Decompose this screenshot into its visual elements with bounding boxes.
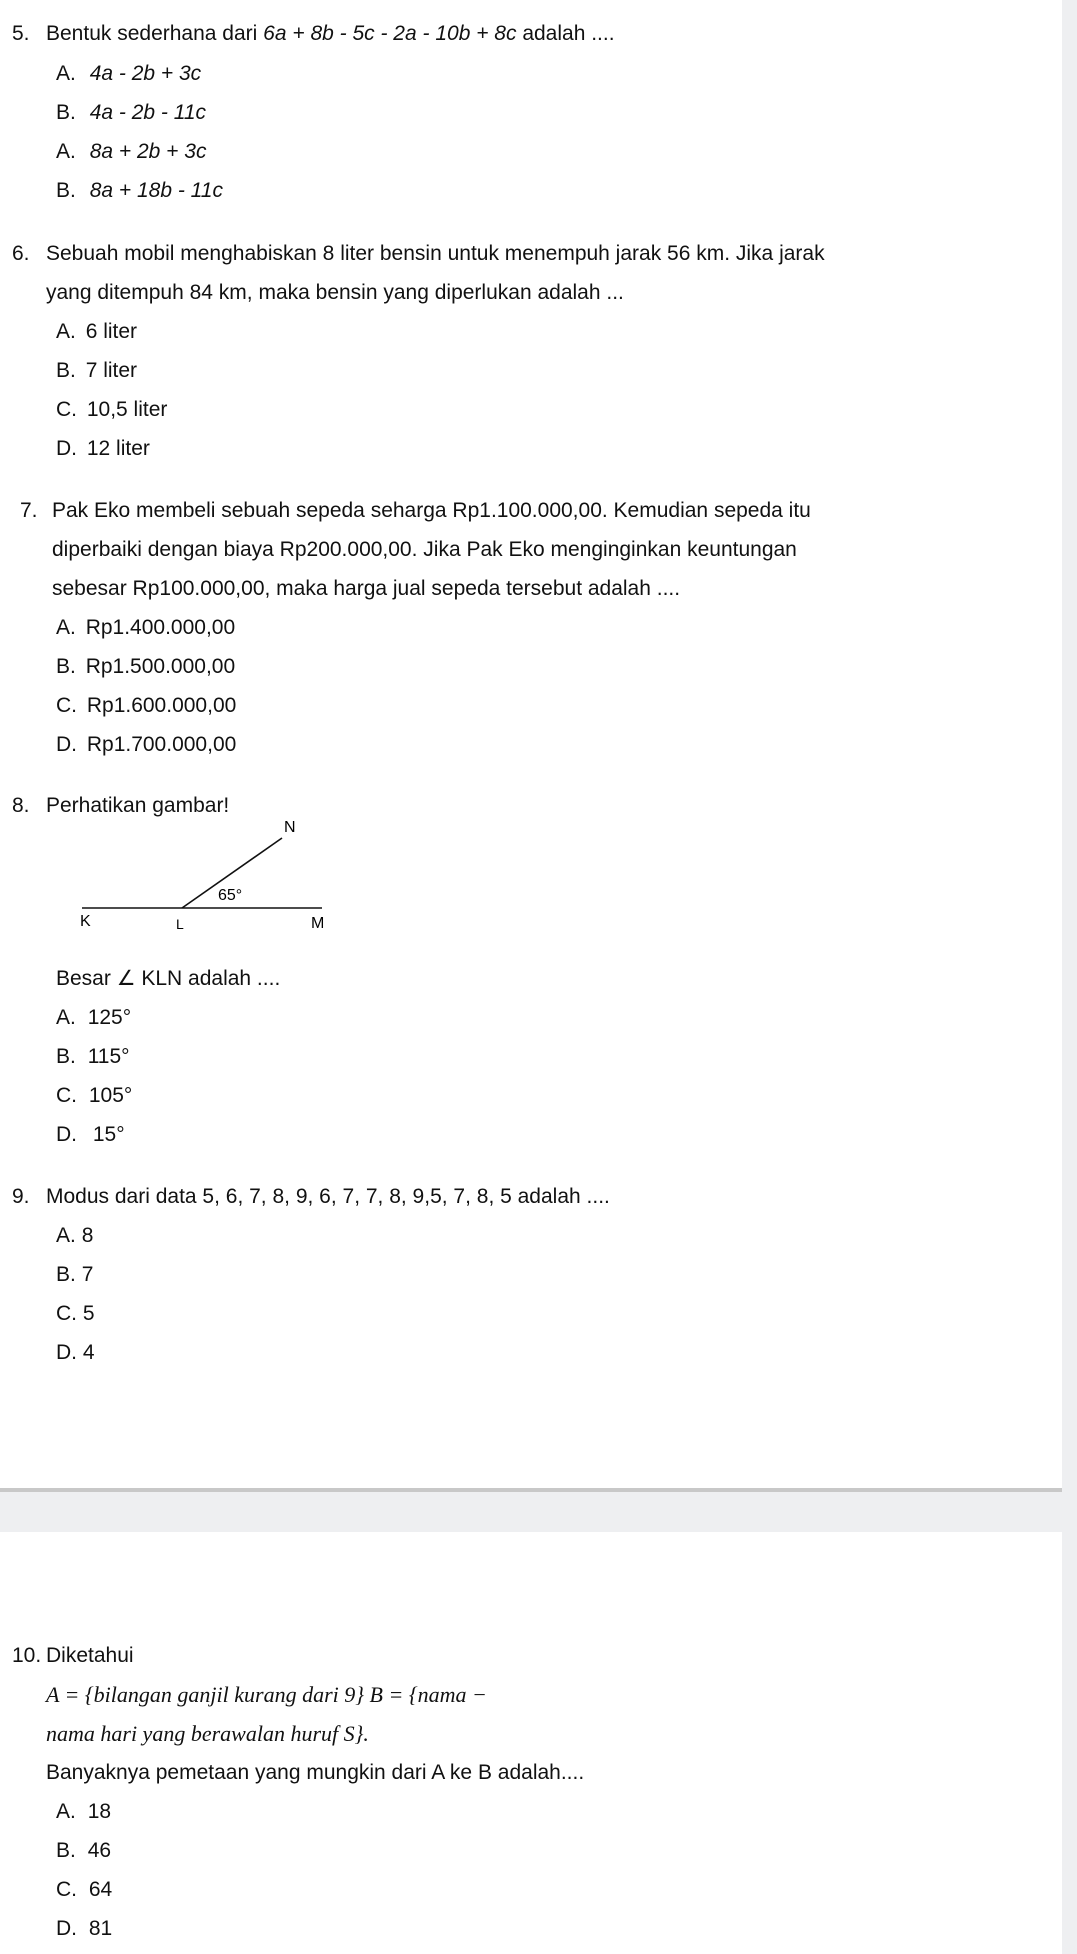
- question-stem-line: diperbaiki dengan biaya Rp200.000,00. Jika Pak Eko menginginkan keuntungan: [52, 538, 797, 561]
- label-l: L: [176, 916, 184, 932]
- label-m: M: [311, 915, 325, 932]
- question-text: Banyaknya pemetaan yang mungkin dari A ke B adalah....: [46, 1761, 585, 1784]
- option[interactable]: B. 46: [56, 1839, 112, 1862]
- set-definition-line: A = {bilangan ganjil kurang dari 9} B = {nama −: [46, 1682, 487, 1707]
- option[interactable]: A. 8: [56, 1224, 94, 1247]
- option[interactable]: A. 6 liter: [56, 320, 138, 343]
- question-stem-line: Sebuah mobil menghabiskan 8 liter bensin untuk menempuh jarak 56 km. Jika jarak: [46, 242, 825, 265]
- question-number: 6.: [12, 242, 30, 265]
- question-stem: Perhatikan gambar!: [46, 794, 230, 817]
- label-angle: 65°: [218, 887, 243, 904]
- option[interactable]: C. 5: [56, 1302, 95, 1325]
- option[interactable]: B. 115°: [56, 1045, 130, 1068]
- option[interactable]: D. 4: [56, 1341, 95, 1364]
- option[interactable]: A. Rp1.400.000,00: [56, 616, 236, 639]
- question-number: 9.: [12, 1185, 30, 1208]
- question-number: 8.: [12, 794, 30, 817]
- option[interactable]: A. 4a - 2b + 3c: [56, 62, 202, 85]
- question-stem-line: yang ditempuh 84 km, maka bensin yang diperlukan adalah ...: [46, 281, 624, 304]
- right-margin: [1062, 0, 1077, 1954]
- option[interactable]: B. 8a + 18b - 11c: [56, 179, 223, 202]
- question-stem: Modus dari data 5, 6, 7, 8, 9, 6, 7, 7, 8, 9,5, 7, 8, 5 adalah ....: [46, 1185, 610, 1208]
- option[interactable]: C. 10,5 liter: [56, 398, 168, 421]
- option[interactable]: D. 15°: [56, 1123, 125, 1146]
- option[interactable]: B. 4a - 2b - 11c: [56, 101, 207, 124]
- label-n: N: [284, 819, 296, 836]
- option[interactable]: D. 12 liter: [56, 437, 150, 460]
- question-number: 10.: [12, 1644, 42, 1667]
- option[interactable]: A. 8a + 2b + 3c: [56, 140, 207, 163]
- option[interactable]: C. Rp1.600.000,00: [56, 694, 237, 717]
- option[interactable]: A. 125°: [56, 1006, 132, 1029]
- question-stem-line: sebesar Rp100.000,00, maka harga jual sepeda tersebut adalah ....: [52, 577, 681, 600]
- page-gap: [0, 1492, 1077, 1532]
- question-stem: Diketahui: [46, 1644, 134, 1667]
- question-stem: Bentuk sederhana dari 6a + 8b - 5c - 2a - 10b + 8c adalah ....: [46, 22, 615, 45]
- label-k: K: [80, 913, 91, 930]
- set-definition-line: nama hari yang berawalan huruf S}.: [46, 1721, 369, 1746]
- question-number: 7.: [20, 499, 38, 522]
- option[interactable]: C. 64: [56, 1878, 113, 1901]
- option[interactable]: B. 7: [56, 1263, 94, 1286]
- option[interactable]: A. 18: [56, 1800, 112, 1823]
- option[interactable]: C. 105°: [56, 1084, 133, 1107]
- angle-figure: [70, 812, 340, 937]
- option[interactable]: B. 7 liter: [56, 359, 138, 382]
- question-number: 5.: [12, 22, 30, 45]
- page-2: [0, 1532, 1062, 1954]
- question-text: Besar ∠ KLN adalah ....: [56, 967, 281, 990]
- expression: 6a + 8b - 5c - 2a - 10b + 8c: [263, 22, 517, 45]
- option[interactable]: B. Rp1.500.000,00: [56, 655, 236, 678]
- question-stem-line: Pak Eko membeli sebuah sepeda seharga Rp1.100.000,00. Kemudian sepeda itu: [52, 499, 811, 522]
- option[interactable]: D. Rp1.700.000,00: [56, 733, 237, 756]
- option[interactable]: D. 81: [56, 1917, 113, 1940]
